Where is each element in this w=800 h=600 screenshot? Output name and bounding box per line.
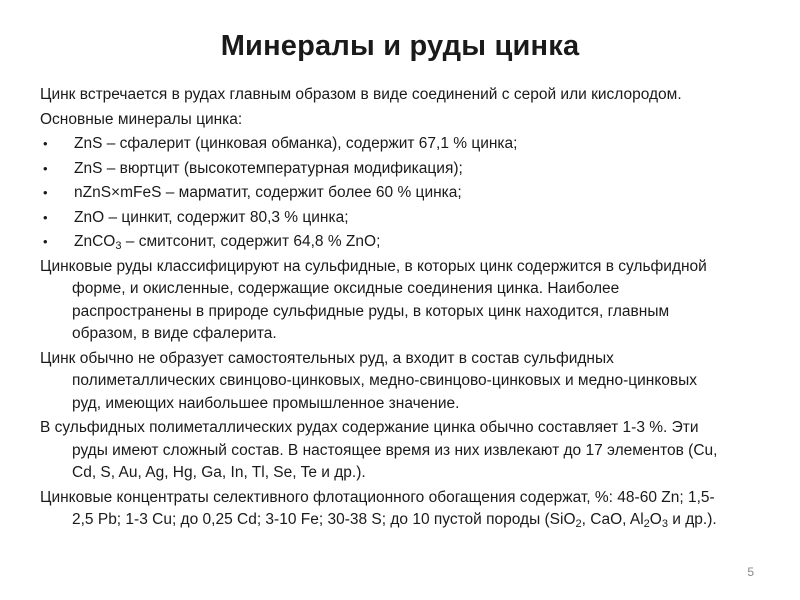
bullet-icon: • [43,136,48,151]
bullet-icon: • [43,160,48,176]
bullet-icon: • [43,185,48,200]
concentrates-text: O [649,511,662,528]
mineral-item [40,182,730,205]
mineral-description: – смитсонит, содержит 64,8 % ZnO; [121,233,381,250]
mineral-text: nZnS×mFeS – марматит, содержит более 60 % цинка; [74,184,462,201]
concentrates-paragraph [40,487,730,532]
ore-classification-paragraph: Цинковые руды классифицируют на сульфидные, в которых цинк содержится в сульфидной форме, и окисленные, содержащие оксидные соединения цинка. Наиболее распространены в природе сульфидные руды, в которых цинк находится, главным образом, в виде сфалерита. [40,257,707,342]
formula-subscript: 2 [643,518,650,530]
mineral-text: ZnO – цинкит, содержит 80,3 % цинка; [74,208,349,226]
formula-subscript: 3 [115,240,122,252]
concentrates-text: и др.). [667,511,717,528]
bullet-icon: • [43,234,48,249]
page-number: 5 [747,565,754,579]
formula-subscript: 3 [661,518,668,530]
mineral-text: ZnS – вюртцит (высокотемпературная модификация); [74,159,463,177]
zinc-content-paragraph: В сульфидных полиметаллических рудах содержание цинка обычно составляет 1-3 %. Эти руды имеют сложный состав. В настоящее время из них извлекают до 17 элементов (Cu, Cd, S, Au, Ag, Hg, Ga, In, Tl, Se, Te и др.). [40,419,718,481]
minerals-heading: Основные минералы цинка: [40,110,243,128]
bullet-icon: • [43,209,48,225]
mineral-item [40,231,730,254]
formula-part: ZnCO [74,233,116,250]
polymetallic-ores-paragraph: Цинк обычно не образует самостоятельных руд, а входит в состав сульфидных полиметаллических свинцово-цинковых, медно-свинцово-цинковых и медно-цинковых руд, имеющих наибольшее промышленное значение. [40,349,698,412]
slide-title: Минералы и руды цинка [220,30,580,62]
mineral-item [40,133,730,156]
slide-body [40,84,730,534]
mineral-item [40,207,730,230]
concentrates-text: , CaO, Al [581,511,644,528]
concentrates-text: Цинковые концентраты селективного флотационного обогащения содержат, %: 48-60 Zn; 1,5-2,5 Pb; 1-3 Cu; до 0,25 Cd; 3-10 Fe; 30-38 S; до 10 пустой породы (SiO [40,488,715,528]
mineral-text: ZnS – сфалерит (цинковая обманка), содержит 67,1 % цинка; [74,135,518,152]
mineral-item [40,158,730,181]
mineral-text [74,233,380,250]
intro-paragraph: Цинк встречается в рудах главным образом в виде соединений с серой или кислородом. [40,86,682,103]
minerals-list [40,133,730,254]
formula-subscript: 2 [575,518,582,530]
